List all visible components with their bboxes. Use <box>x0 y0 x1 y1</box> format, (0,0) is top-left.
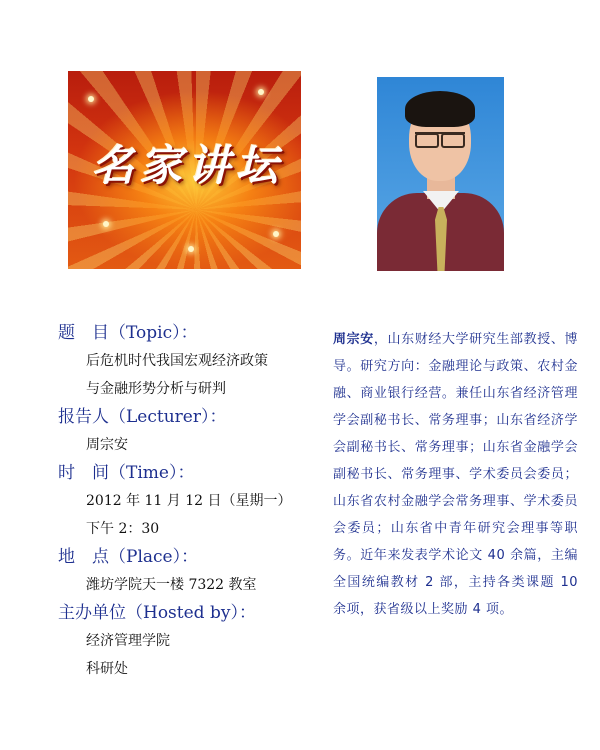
sparkle-icon <box>103 221 109 227</box>
lecturer-label: 报告人（Lecturer）： <box>58 407 227 427</box>
lecturer-name: 周宗安 <box>86 437 128 453</box>
lecture-banner <box>68 71 301 269</box>
portrait-glasses <box>415 132 465 146</box>
topic-label: 题 目（Topic）： <box>58 323 198 343</box>
sparkle-icon <box>258 89 264 95</box>
banner-title: 名家讲坛 <box>91 141 284 190</box>
host-value-1: 经济管理学院 <box>86 633 170 649</box>
sparkle-icon <box>88 96 94 102</box>
portrait-hair <box>405 91 475 127</box>
topic-line-1: 后危机时代我国宏观经济政策 <box>86 353 268 369</box>
sparkle-icon <box>273 231 279 237</box>
lecturer-portrait <box>377 77 504 271</box>
date-value: 2012 年 11 月 12 日（星期一） <box>86 493 292 509</box>
place-value: 潍坊学院天一楼 7322 教室 <box>86 577 257 593</box>
place-label: 地 点（Place）： <box>58 547 199 567</box>
topic-line-2: 与金融形势分析与研判 <box>86 381 226 397</box>
time-value: 下午 2：30 <box>86 521 160 537</box>
sparkle-icon <box>188 246 194 252</box>
lecturer-bio <box>333 326 578 623</box>
bio-text: ，山东财经大学研究生部教授、博导。研究方向：金融理论与政策、农村金融、商业银行经营。兼任山东省经济管理学会副秘书长、常务理事；山东省经济学会副秘书长、常务理事；山东省金融学会副秘书长、常务理事、学术委员会委员；山东省农村金融学会常务理事、学术委员会委员；山东省中青年研究会理事等职务。近年来发表学术论文 40 余篇，主编全国统编教材 2 部，主持各类课题 10 余项，获省级以上奖励 4 项。 <box>333 332 578 617</box>
host-value-2: 科研处 <box>86 661 128 677</box>
host-label: 主办单位（Hosted by）： <box>58 603 256 623</box>
time-label: 时 间（Time）： <box>58 463 195 483</box>
bio-name: 周宗安 <box>333 332 374 347</box>
lecture-info <box>58 320 318 684</box>
